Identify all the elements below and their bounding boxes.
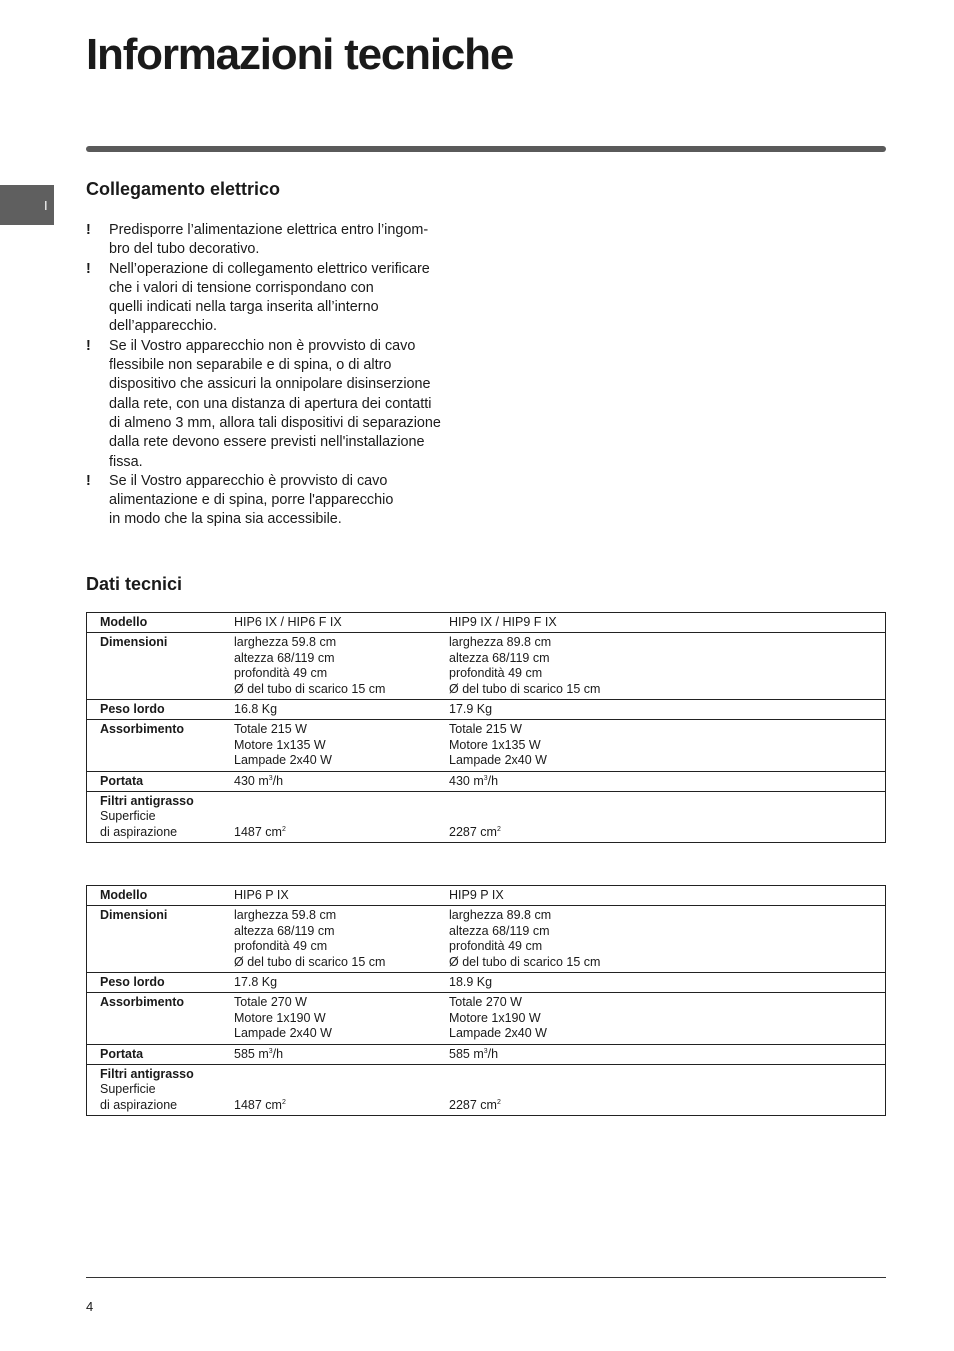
cell-flow bbox=[449, 1044, 886, 1064]
filter-area-value: 2287 cm bbox=[449, 1097, 497, 1112]
cell-dimensions: larghezza 59.8 cm altezza 68/119 cm profondità 49 cm Ø del tubo di scarico 15 cm bbox=[234, 635, 386, 696]
cell-flow bbox=[234, 771, 449, 791]
warning-list bbox=[86, 221, 466, 530]
table-row bbox=[87, 771, 886, 791]
cell-model: HIP9 IX / HIP9 F IX bbox=[449, 615, 557, 629]
flow-superscript: 3 bbox=[268, 1047, 273, 1055]
flow-unit: /h bbox=[272, 773, 284, 788]
cell-flow bbox=[449, 771, 886, 791]
row-label-absorption: Assorbimento bbox=[100, 722, 185, 737]
warning-bullet: ! bbox=[86, 222, 91, 238]
spec-table-1 bbox=[86, 612, 886, 843]
cell-model: HIP6 IX / HIP6 F IX bbox=[234, 615, 342, 629]
cell-weight: 17.8 Kg bbox=[234, 975, 278, 990]
cell-absorption: Totale 270 W Motore 1x190 W Lampade 2x40 W bbox=[234, 995, 332, 1041]
cell-filter-area bbox=[234, 792, 449, 843]
warning-bullet: ! bbox=[86, 472, 91, 489]
cell-filter-area bbox=[449, 792, 886, 843]
row-label-dimensions: Dimensioni bbox=[100, 908, 168, 923]
warning-bullet: ! bbox=[86, 260, 91, 277]
row-label-weight: Peso lordo bbox=[100, 975, 165, 990]
page-number: 4 bbox=[86, 1299, 94, 1314]
row-label-flow: Portata bbox=[100, 1046, 144, 1061]
table-row bbox=[87, 633, 886, 700]
table-row bbox=[87, 973, 886, 993]
page-title: Informazioni tecniche bbox=[86, 30, 514, 79]
warning-text: Nell’operazione di collegamento elettrico verificare che i valori di tensione corrispondano con quelli indicati nella targa inserita all’interno dell’apparecchio. bbox=[109, 260, 430, 335]
cell-dimensions: larghezza 59.8 cm altezza 68/119 cm profondità 49 cm Ø del tubo di scarico 15 cm bbox=[234, 908, 386, 969]
cell-model: HIP9 P IX bbox=[449, 888, 504, 902]
flow-value: 430 m bbox=[449, 773, 484, 788]
warning-text: Se il Vostro apparecchio è provvisto di cavo alimentazione e di spina, porre l'apparecchio in modo che la spina sia accessibile. bbox=[109, 472, 394, 528]
filter-area-superscript: 2 bbox=[496, 825, 501, 833]
cell-absorption: Totale 215 W Motore 1x135 W Lampade 2x40 W bbox=[449, 722, 547, 768]
cell-weight: 18.9 Kg bbox=[449, 975, 493, 990]
spec-table-2 bbox=[86, 885, 886, 1116]
table-row bbox=[87, 906, 886, 973]
electrical-section-title: Collegamento elettrico bbox=[86, 179, 281, 199]
filters-sublabel: Superficie di aspirazione bbox=[100, 809, 178, 839]
table-row bbox=[87, 792, 886, 843]
table-row bbox=[87, 1065, 886, 1116]
table-row bbox=[87, 720, 886, 771]
row-label-model: Modello bbox=[100, 888, 148, 902]
filter-area-superscript: 2 bbox=[281, 825, 286, 833]
language-tab bbox=[0, 185, 54, 225]
row-label-dimensions: Dimensioni bbox=[100, 635, 168, 650]
language-tab-label: I bbox=[44, 198, 48, 213]
filter-area-value: 2287 cm bbox=[449, 824, 497, 839]
cell-dimensions: larghezza 89.8 cm altezza 68/119 cm profondità 49 cm Ø del tubo di scarico 15 cm bbox=[449, 908, 601, 969]
flow-value: 430 m bbox=[234, 773, 269, 788]
table-row bbox=[87, 886, 886, 906]
cell-flow bbox=[234, 1044, 449, 1064]
row-label-filters bbox=[87, 792, 235, 843]
filters-sublabel: Superficie di aspirazione bbox=[100, 1082, 178, 1112]
warning-item bbox=[86, 260, 466, 337]
flow-superscript: 3 bbox=[268, 774, 273, 782]
flow-superscript: 3 bbox=[483, 774, 488, 782]
warning-bullet: ! bbox=[86, 337, 91, 354]
flow-value: 585 m bbox=[449, 1046, 484, 1061]
flow-value: 585 m bbox=[234, 1046, 269, 1061]
cell-model: HIP6 P IX bbox=[234, 888, 289, 902]
footer-divider bbox=[86, 1277, 886, 1278]
filter-area-value: 1487 cm bbox=[234, 824, 282, 839]
table-row bbox=[87, 700, 886, 720]
flow-unit: /h bbox=[272, 1046, 284, 1061]
filters-label: Filtri antigrasso bbox=[100, 1067, 194, 1082]
warning-text: Se il Vostro apparecchio non è provvisto di cavo flessibile non separabile e di spina, o di altro dispositivo che assicuri la onnipolare disinserzione dalla rete, con una distanza di apertura dei contatti di almeno 3 mm, allora tali dispositivi di separazione dalla rete devono essere previsti nell'installazione fissa. bbox=[109, 337, 441, 470]
row-label-filters bbox=[87, 1065, 235, 1116]
filter-area-superscript: 2 bbox=[281, 1098, 286, 1106]
warning-item bbox=[86, 221, 466, 260]
flow-unit: /h bbox=[487, 1046, 499, 1061]
warning-item bbox=[86, 337, 466, 472]
row-label-model: Modello bbox=[100, 615, 148, 629]
cell-dimensions: larghezza 89.8 cm altezza 68/119 cm profondità 49 cm Ø del tubo di scarico 15 cm bbox=[449, 635, 601, 696]
cell-filter-area bbox=[449, 1065, 886, 1116]
specs-section-title: Dati tecnici bbox=[86, 574, 183, 594]
flow-superscript: 3 bbox=[483, 1047, 488, 1055]
filters-label: Filtri antigrasso bbox=[100, 794, 194, 809]
flow-unit: /h bbox=[487, 773, 499, 788]
table-row bbox=[87, 1044, 886, 1064]
row-label-weight: Peso lordo bbox=[100, 702, 165, 717]
cell-filter-area bbox=[234, 1065, 449, 1116]
cell-absorption: Totale 215 W Motore 1x135 W Lampade 2x40 W bbox=[234, 722, 332, 768]
table-row bbox=[87, 993, 886, 1044]
title-divider bbox=[86, 146, 886, 152]
warning-text: Predisporre l’alimentazione elettrica entro l’ingom- bro del tubo decorativo. bbox=[109, 222, 429, 258]
cell-weight: 16.8 Kg bbox=[234, 702, 278, 717]
row-label-absorption: Assorbimento bbox=[100, 995, 185, 1010]
cell-absorption: Totale 270 W Motore 1x190 W Lampade 2x40 W bbox=[449, 995, 547, 1041]
filter-area-value: 1487 cm bbox=[234, 1097, 282, 1112]
table-row bbox=[87, 613, 886, 633]
filter-area-superscript: 2 bbox=[496, 1098, 501, 1106]
warning-item bbox=[86, 472, 466, 530]
row-label-flow: Portata bbox=[100, 773, 144, 788]
cell-weight: 17.9 Kg bbox=[449, 702, 493, 717]
